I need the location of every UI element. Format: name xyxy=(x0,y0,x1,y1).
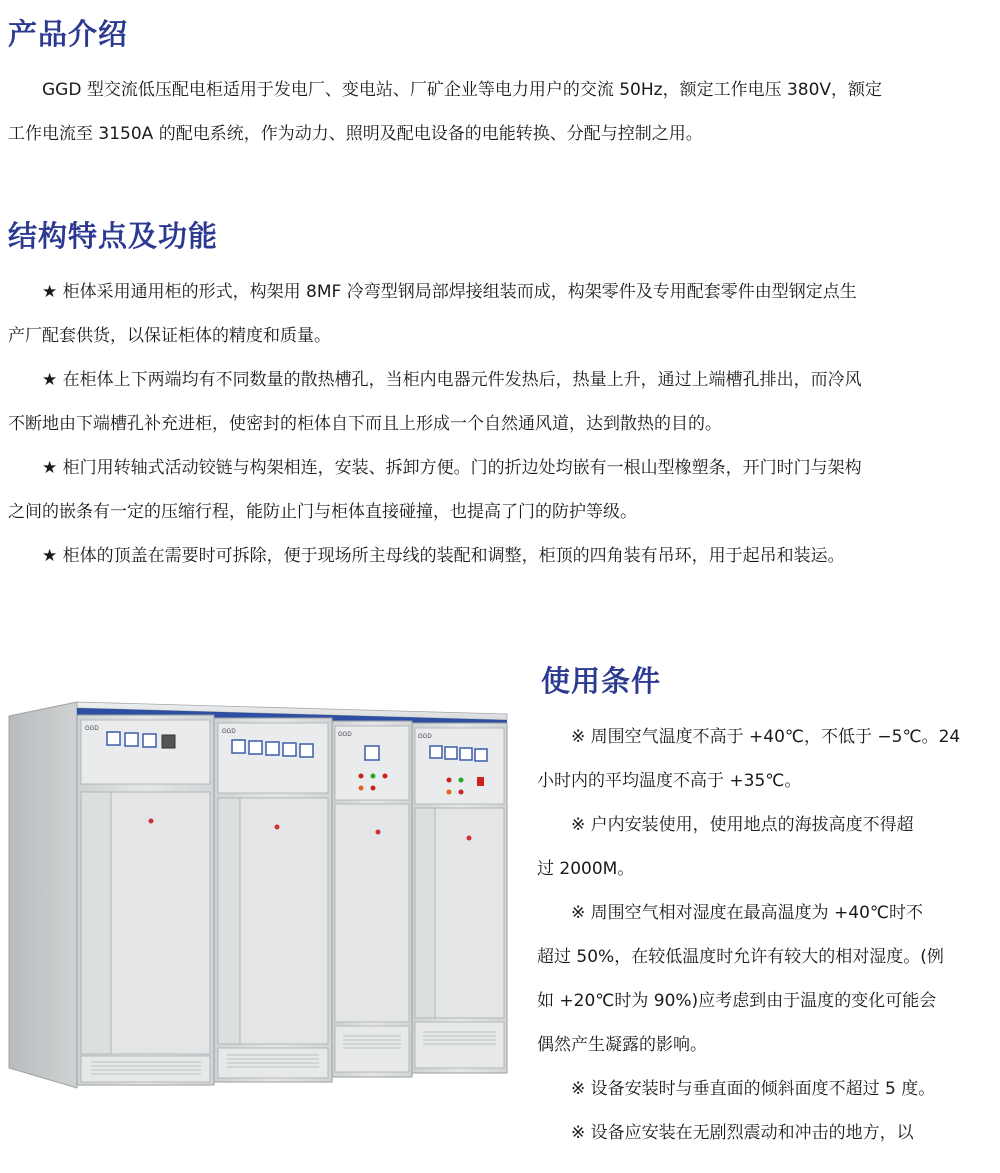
intro-line: 工作电流至 3150A 的配电系统，作为动力、照明及配电设备的电能转换、分配与控制之用。 xyxy=(8,124,703,144)
structure-line: 产厂配套供货，以保证柜体的精度和质量。 xyxy=(8,326,331,346)
structure-line: 之间的嵌条有一定的压缩行程，能防止门与柜体直接碰撞，也提高了门的防护等级。 xyxy=(8,502,637,522)
structure-line: 不断地由下端槽孔补充进柜，使密封的柜体自下而且上形成一个自然通风道，达到散热的目的。 xyxy=(8,414,722,434)
conditions-line: ※ 设备应安装在无剧烈震动和冲击的地方，以 xyxy=(571,1123,914,1143)
structure-line: ★ 柜门用转轴式活动铰链与构架相连，安装、拆卸方便。门的折边处均嵌有一根山型橡塑条，开门时门与架构 xyxy=(42,458,862,478)
structure-line: ★ 在柜体上下两端均有不同数量的散热槽孔，当柜内电器元件发热后，热量上升，通过上端槽孔排出，而冷风 xyxy=(42,370,862,390)
conditions-line: ※ 设备安装时与垂直面的倾斜面度不超过 5 度。 xyxy=(571,1079,936,1099)
conditions-line: ※ 户内安装使用，使用地点的海拔高度不得超 xyxy=(571,815,914,835)
structure-line: ★ 柜体的顶盖在需要时可拆除，便于现场所主母线的装配和调整，柜顶的四角装有吊环，用于起吊和装运。 xyxy=(42,546,845,566)
conditions-line: 过 2000M。 xyxy=(537,859,635,879)
cabinet-label-3: GGD xyxy=(338,732,352,738)
switchgear-cabinet-image xyxy=(5,694,513,1090)
structure-line: ★ 柜体采用通用柜的形式，构架用 8MF 冷弯型钢局部焊接组装而成，构架零件及专用配套零件由型钢定点生 xyxy=(42,282,857,302)
section-heading-intro: 产品介绍 xyxy=(8,17,129,51)
conditions-line: 超过 50%，在较低温度时允许有较大的相对湿度。(例 xyxy=(537,947,944,967)
intro-paragraph xyxy=(8,68,992,156)
conditions-line: ※ 周围空气温度不高于 +40℃，不低于 −5℃。24 xyxy=(571,727,961,747)
cabinet-unit-4 xyxy=(412,723,507,1073)
conditions-line: ※ 周围空气相对湿度在最高温度为 +40℃时不 xyxy=(571,903,924,923)
cabinet-side-panel xyxy=(9,702,77,1088)
cabinet-label-2: GGD xyxy=(222,729,236,735)
cabinet-unit-3 xyxy=(332,721,412,1077)
structure-paragraph xyxy=(8,270,992,578)
cabinet-unit-2 xyxy=(214,718,332,1082)
conditions-line: 小时内的平均温度不高于 +35℃。 xyxy=(537,771,802,791)
intro-line: GGD 型交流低压配电柜适用于发电厂、变电站、厂矿企业等电力用户的交流 50Hz，额定工作电压 380V，额定 xyxy=(42,80,883,100)
conditions-line: 如 +20℃时为 90%)应考虑到由于温度的变化可能会 xyxy=(537,991,937,1011)
conditions-line: 偶然产生凝露的影响。 xyxy=(537,1035,707,1055)
section-heading-structure: 结构特点及功能 xyxy=(8,219,219,253)
cabinet-unit-1 xyxy=(77,715,214,1085)
conditions-paragraph xyxy=(537,715,993,1155)
cabinet-label-4: GGD xyxy=(418,734,432,740)
cabinet-label-1: GGD xyxy=(85,726,99,732)
section-heading-conditions: 使用条件 xyxy=(541,664,662,698)
